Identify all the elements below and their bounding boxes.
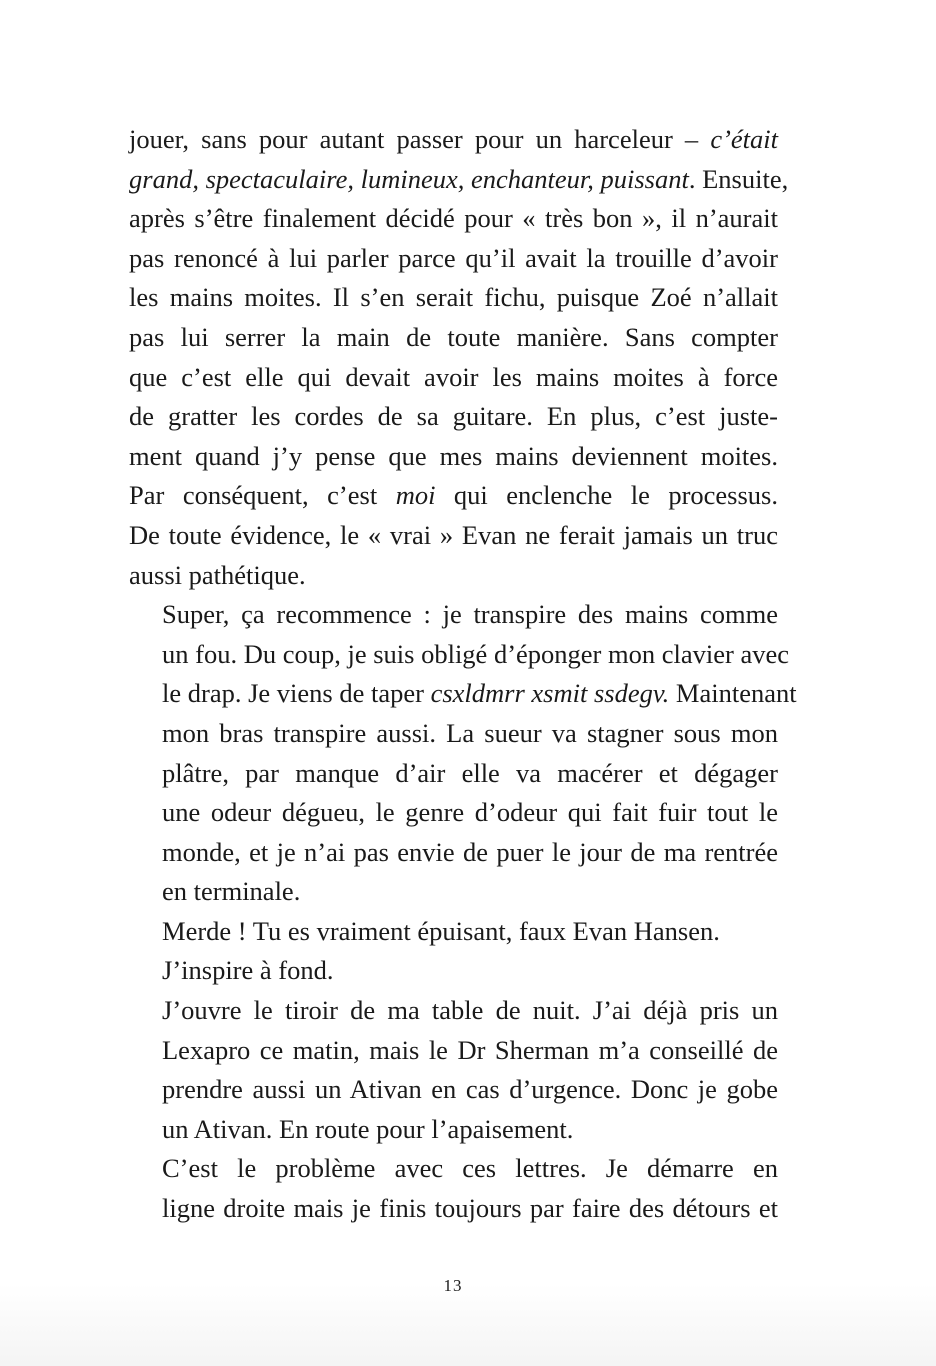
text-run: . Ensuite, (688, 163, 789, 194)
text-line (129, 318, 778, 358)
text-run: jouer, sans pour autant passer pour un harceleur – (129, 124, 711, 154)
text-run: une odeur dégueu, le genre d’odeur qui fait fuir tout le (162, 797, 778, 828)
paragraph (129, 1149, 778, 1228)
text-run: C’est le problème avec ces lettres. Je démarre en (162, 1153, 778, 1184)
text-line (129, 556, 778, 596)
page-number: 13 (443, 1276, 463, 1295)
text-run: plâtre, par manque d’air elle va macérer et dégager (162, 757, 778, 788)
text-line (129, 872, 778, 912)
text-line (129, 1031, 778, 1071)
text-line (129, 120, 778, 160)
text-line (129, 476, 778, 516)
text-run: ligne droite mais je finis toujours par faire des détours et (162, 1193, 778, 1224)
text-line (129, 754, 778, 794)
text-run: un Ativan. En route pour l’apaisement. (162, 1113, 574, 1144)
paragraph (129, 120, 789, 595)
text-line (129, 714, 778, 754)
text-run: les mains moites. Il s’en serait fichu, puisque Zoé n’allait (129, 282, 778, 313)
text-line (129, 595, 778, 635)
paragraph (129, 595, 797, 912)
text-run: ment quand j’y pense que mes mains deviennent moites. (129, 440, 778, 471)
text-run: aussi pathétique. (129, 559, 306, 590)
text-line (129, 951, 778, 991)
text-run: après s’être finalement décidé pour « très bon », il n’aurait (129, 203, 778, 234)
text-run: qui enclenche le processus. (435, 480, 778, 511)
text-line (129, 358, 778, 398)
text-run: le drap. Je viens de taper (162, 678, 431, 709)
text-line (129, 1110, 778, 1150)
text-run: en terminale. (162, 876, 301, 907)
text-run: pas lui serrer la main de toute manière. Sans compter (129, 321, 778, 352)
text-run: de gratter les cordes de sa guitare. En plus, c’est juste- (129, 401, 778, 432)
text-line (129, 635, 789, 675)
italic-text: c’était (710, 124, 778, 154)
text-run: mon bras transpire aussi. La sueur va stagner sous mon (162, 717, 778, 748)
text-run: Par conséquent, c’est (129, 480, 396, 511)
paragraph (129, 951, 778, 991)
paragraph (129, 991, 778, 1149)
italic-text: moi (395, 480, 436, 511)
paragraph (129, 912, 778, 952)
text-line (129, 1070, 778, 1110)
book-page-text (129, 120, 797, 1229)
italic-text: csxldmrr xsmit ssdegv. (430, 678, 670, 709)
text-run: monde, et je n’ai pas envie de puer le jour de ma rentrée (162, 836, 778, 867)
text-line (129, 278, 778, 318)
text-run: Merde ! Tu es vraiment épuisant, faux Evan Hansen. (162, 915, 720, 946)
text-run: J’ouvre le tiroir de ma table de nuit. J’ai déjà pris un (162, 995, 778, 1026)
text-line (129, 991, 778, 1031)
text-line (129, 674, 797, 714)
text-run: Maintenant (669, 678, 797, 709)
text-run: un fou. Du coup, je suis obligé d’éponger mon clavier avec (162, 638, 789, 669)
text-run: J’inspire à fond. (162, 955, 334, 986)
text-run: De toute évidence, le « vrai » Evan ne ferait jamais un truc (129, 519, 778, 550)
text-line (129, 833, 778, 873)
text-run: pas renoncé à lui parler parce qu’il avait la trouille d’avoir (129, 242, 778, 273)
text-line (129, 912, 778, 952)
italic-text: grand, spectaculaire, lumineux, enchanteur, puissant (129, 163, 689, 194)
text-run: que c’est elle qui devait avoir les mains moites à force (129, 361, 778, 392)
text-line (129, 437, 778, 477)
text-run: Super, ça recommence : je transpire des mains comme (162, 599, 778, 630)
text-line (129, 1189, 778, 1229)
text-line (129, 516, 778, 556)
text-line (129, 1149, 778, 1189)
text-line (129, 199, 778, 239)
text-line (129, 397, 778, 437)
text-run: prendre aussi un Ativan en cas d’urgence. Donc je gobe (162, 1074, 778, 1105)
text-run: Lexapro ce matin, mais le Dr Sherman m’a conseillé de (162, 1034, 778, 1065)
text-line (129, 160, 789, 200)
text-line (129, 793, 778, 833)
text-line (129, 239, 778, 279)
